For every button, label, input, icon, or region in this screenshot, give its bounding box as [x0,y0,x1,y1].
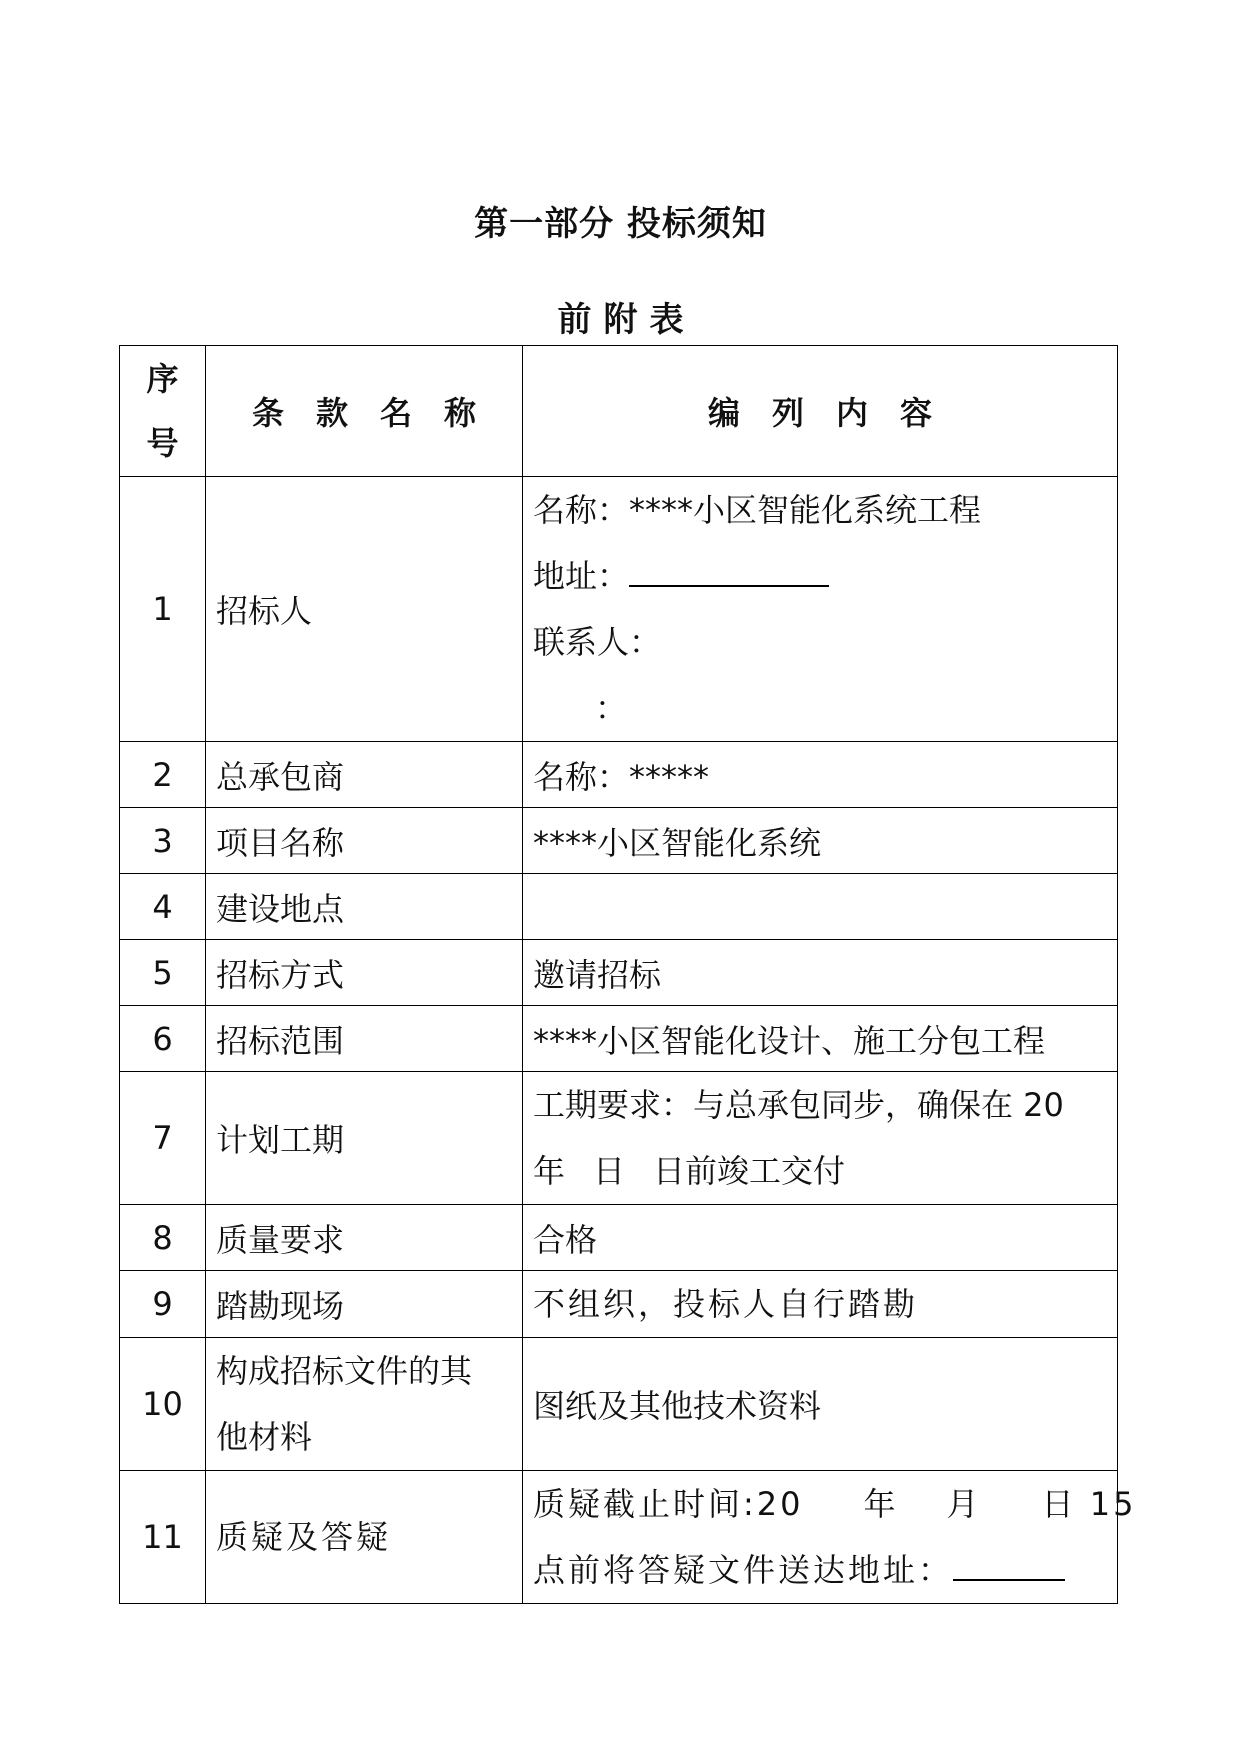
row-number: 3 [120,808,206,874]
tenderer-contact-line: 联系人： [533,623,662,661]
row-number: 8 [120,1205,206,1271]
row-number: 4 [120,874,206,940]
row-number: 5 [120,940,206,1006]
qa-year: 年 [863,1485,899,1523]
row-content: 邀请招标 [523,940,1118,1006]
row-content [523,874,1118,940]
table-row [120,1072,1118,1205]
qa-name-text: 质疑及答疑 [216,1518,392,1556]
row-content: 图纸及其他技术资料 [523,1338,1118,1471]
row-name: 项目名称 [206,808,523,874]
row-name: 计划工期 [206,1072,523,1205]
header-content: 编列内容 [523,346,1118,477]
row-number: 2 [120,742,206,808]
tenderer-name-line: 名称：****小区智能化系统工程 [533,491,982,529]
tenderer-address-line [533,543,1107,609]
table-row [120,742,1118,808]
qa-line-1 [533,1471,1137,1537]
front-appendix-table [119,345,1137,1604]
row-number: 6 [120,1006,206,1072]
row-content: ****小区智能化设计、施工分包工程 [523,1006,1118,1072]
row-number: 9 [120,1271,206,1338]
row-name [206,1471,523,1604]
row-name: 招标范围 [206,1006,523,1072]
schedule-day: 日 [593,1152,626,1190]
qa-address-blank [953,1577,1065,1581]
row-number: 1 [120,477,206,742]
row-content: 合格 [523,1205,1118,1271]
document-title: 第一部分 投标须知 [474,204,767,244]
qa-deadline-label: 质疑截止时间:20 [533,1485,804,1523]
table-row [120,874,1118,940]
site-visit-text: 不组织，投标人自行踏勘 [533,1285,919,1323]
row-content: ****小区智能化系统 [523,808,1118,874]
table-row [120,1338,1118,1471]
row-content [523,1271,1118,1338]
row-content [523,1471,1137,1604]
row-number: 10 [120,1338,206,1471]
table-row [120,940,1118,1006]
table-subtitle: 前附表 [557,300,696,340]
qa-delivery-text: 点前将答疑文件送达地址： [533,1551,954,1589]
header-number [120,346,206,477]
header-number-line2: 号 [146,424,179,462]
schedule-year: 年 [533,1152,566,1190]
tenderer-phone-line: ： [595,689,628,727]
row-number: 11 [120,1471,206,1604]
schedule-line-1: 工期要求：与总承包同步，确保在 20 [533,1086,1064,1124]
row-name: 质量要求 [206,1205,523,1271]
row-name: 踏勘现场 [206,1271,523,1338]
schedule-rest: 日前竣工交付 [653,1152,846,1190]
table-header-row [120,346,1118,477]
row-content: 名称：***** [523,742,1118,808]
table-row [120,1271,1118,1338]
row-content [523,477,1118,742]
address-blank [629,583,829,587]
row-name: 招标方式 [206,940,523,1006]
schedule-line-2 [533,1138,1107,1204]
qa-line-2 [533,1537,1107,1603]
row-name-line1: 构成招标文件的其 [216,1352,473,1390]
table-row [120,1471,1118,1604]
row-name [206,1338,523,1471]
qa-month: 月 [946,1485,982,1523]
row-number: 7 [120,1072,206,1205]
row-content [523,1072,1118,1205]
table-row [120,1006,1118,1072]
header-clause-name: 条款名称 [206,346,523,477]
row-name: 招标人 [206,477,523,742]
table-row [120,808,1118,874]
row-name-line2: 他材料 [216,1418,313,1456]
table-row [120,477,1118,742]
row-name: 总承包商 [206,742,523,808]
qa-day-time: 日 15 [1041,1485,1137,1523]
row-name: 建设地点 [206,874,523,940]
header-number-line1: 序 [146,360,179,398]
address-label: 地址： [533,557,630,595]
table-row [120,1205,1118,1271]
